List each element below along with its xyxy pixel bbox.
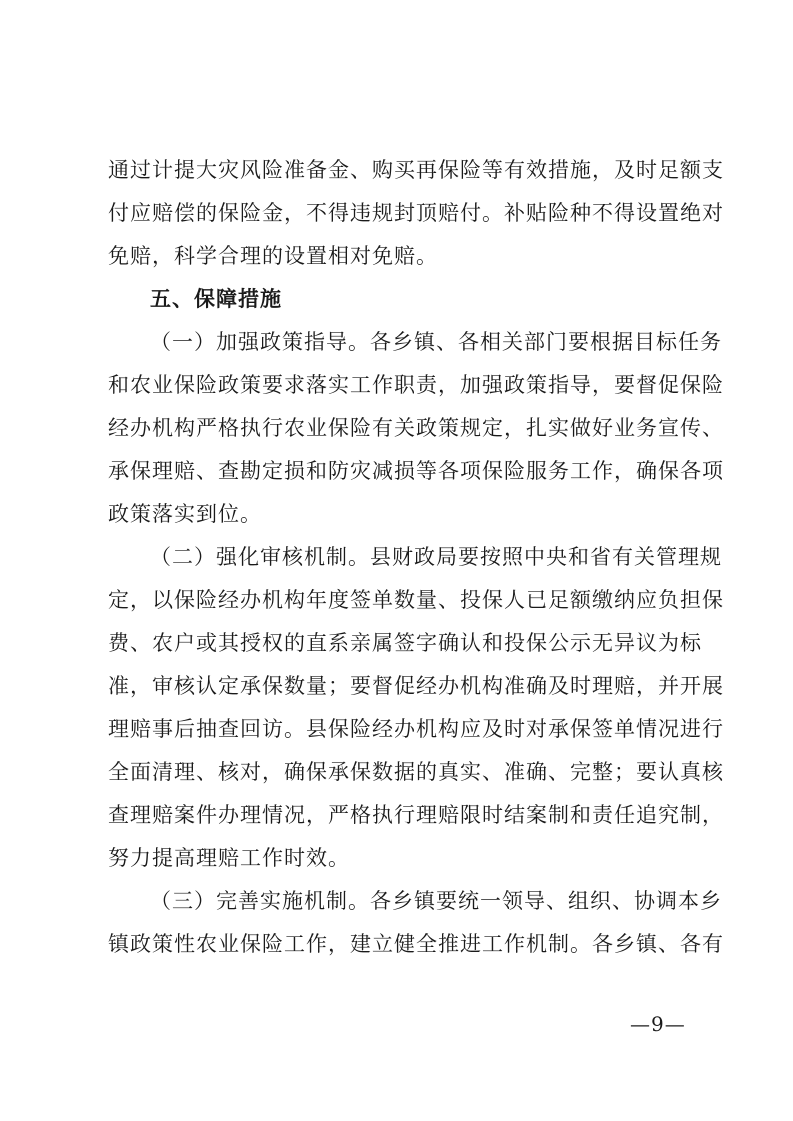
text-line: （一）加强政策指导。各乡镇、各相关部门要根据目标任务: [150, 330, 722, 354]
paragraph-continuation: [108, 149, 724, 278]
section-heading: [108, 278, 688, 321]
text-line: 查理赔案件办理情况，严格执行理赔限时结案制和责任追究制，: [108, 803, 724, 827]
text-line: 努力提高理赔工作时效。: [108, 846, 350, 870]
text-line: 镇政策性农业保险工作，建立健全推进工作机制。各乡镇、各有: [108, 932, 724, 956]
text-line: 政策落实到位。: [108, 502, 262, 526]
section-heading-text: 五、保障措施: [150, 287, 282, 311]
text-line: 准，审核认定承保数量；要督促经办机构准确及时理赔，并开展: [108, 674, 724, 698]
text-line: 免赔，科学合理的设置相对免赔。: [108, 244, 438, 268]
text-line: 和农业保险政策要求落实工作职责，加强政策指导，要督促保险: [108, 373, 724, 397]
text-line: 承保理赔、查勘定损和防灾减损等各项保险服务工作，确保各项: [108, 459, 724, 483]
text-line: （二）强化审核机制。县财政局要按照中央和省有关管理规: [150, 545, 722, 569]
text-line: （三）完善实施机制。各乡镇要统一领导、组织、协调本乡: [150, 889, 722, 913]
text-line: 通过计提大灾风险准备金、购买再保险等有效措施，及时足额支: [108, 158, 724, 182]
text-line: 定，以保险经办机构年度签单数量、投保人已足额缴纳应负担保: [108, 588, 724, 612]
text-line: 费、农户或其授权的直系亲属签字确认和投保公示无异议为标: [108, 631, 702, 655]
paragraph-implementation-mechanism: [108, 880, 724, 966]
text-line: 付应赔偿的保险金，不得违规封顶赔付。补贴险种不得设置绝对: [108, 201, 724, 225]
paragraph-policy-guidance: [108, 321, 724, 536]
text-line: 全面清理、核对，确保承保数据的真实、准确、完整；要认真核: [108, 760, 724, 784]
paragraph-review-mechanism: [108, 536, 724, 880]
text-line: 理赔事后抽查回访。县保险经办机构应及时对承保签单情况进行: [108, 717, 724, 741]
page-number: —9—: [630, 1012, 686, 1036]
document-body: [108, 149, 724, 966]
text-line: 经办机构严格执行农业保险有关政策规定，扎实做好业务宣传、: [108, 416, 724, 440]
